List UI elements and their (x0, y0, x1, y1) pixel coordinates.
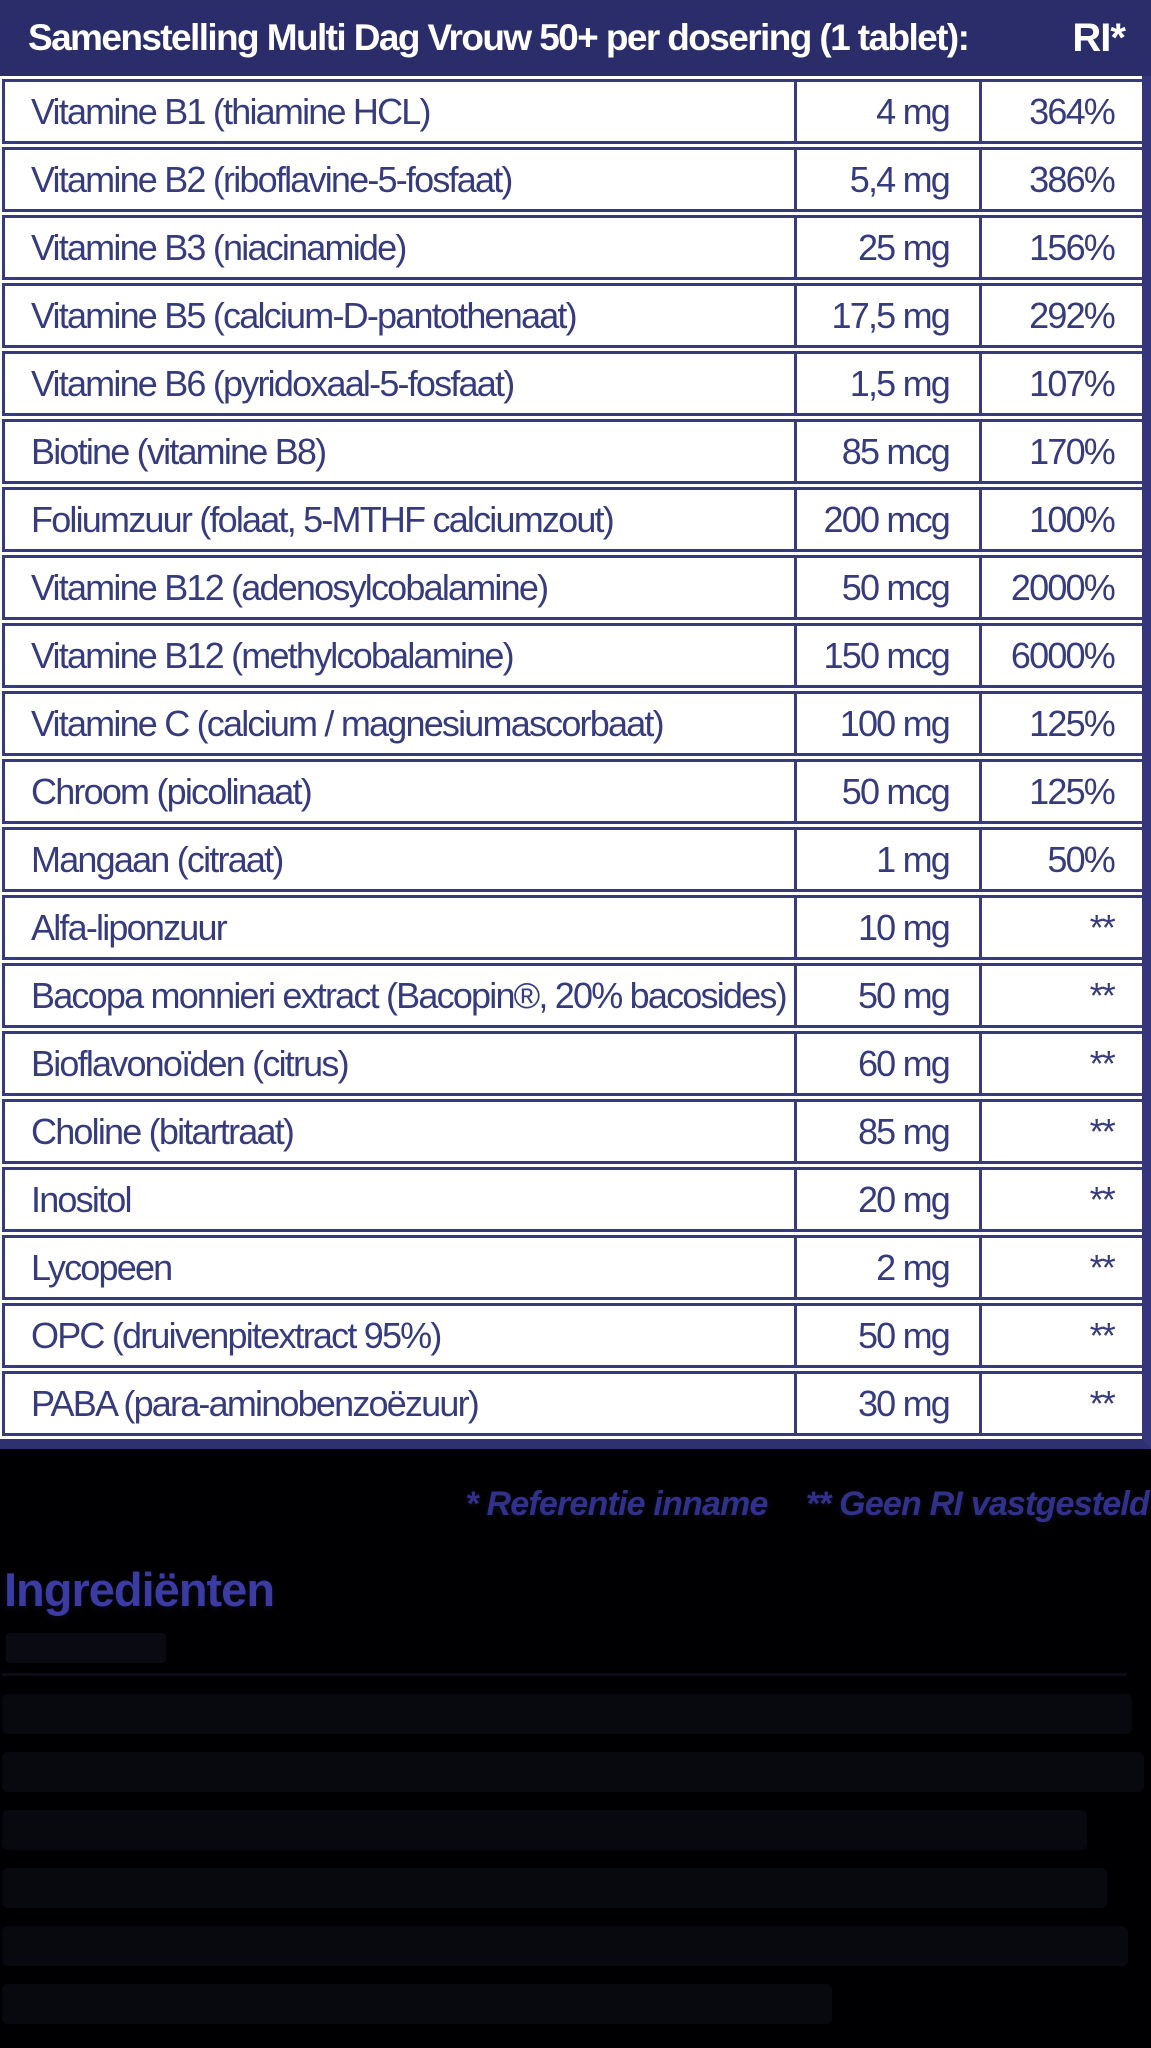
ri-percent-cell: 125% (979, 694, 1142, 753)
footnote-no-ri: ** Geen RI vastgesteld (805, 1485, 1149, 1523)
amount-cell: 20 mg (794, 1170, 979, 1229)
table-row (2, 419, 1142, 484)
table-row (2, 1371, 1142, 1436)
ingredient-name-cell: Vitamine B12 (adenosylcobalamine) (31, 566, 548, 608)
ingredient-name-cell: Alfa-liponzuur (31, 906, 226, 948)
amount-cell: 2 mg (794, 1238, 979, 1297)
table-row (2, 827, 1142, 892)
amount-cell: 50 mcg (794, 558, 979, 617)
composition-table (0, 76, 1151, 1449)
amount-cell: 200 mcg (794, 490, 979, 549)
ri-percent-cell: 170% (979, 422, 1142, 481)
amount-cell: 5,4 mg (794, 150, 979, 209)
ingredient-name-cell: Inositol (31, 1178, 131, 1220)
table-row (2, 1099, 1142, 1164)
table-row (2, 623, 1142, 688)
table-row (2, 351, 1142, 416)
amount-cell: 60 mg (794, 1034, 979, 1093)
amount-cell: 1 mg (794, 830, 979, 889)
amount-cell: 25 mg (794, 218, 979, 277)
table-row (2, 215, 1142, 280)
obscured-text-line (2, 1810, 1087, 1850)
obscured-paragraph (0, 1633, 1151, 2024)
ri-percent-cell: 2000% (979, 558, 1142, 617)
table-row (2, 487, 1142, 552)
ri-percent-cell: 50% (979, 830, 1142, 889)
table-row (2, 895, 1142, 960)
ingredient-name-cell: Vitamine B5 (calcium-D-pantothenaat) (31, 294, 576, 336)
amount-cell: 30 mg (794, 1374, 979, 1433)
table-row (2, 1167, 1142, 1232)
ri-column-header: RI* (1072, 15, 1125, 60)
ingredient-name-cell: Lycopeen (31, 1246, 172, 1288)
ri-percent-cell: ** (979, 1102, 1142, 1161)
obscured-text-line (2, 1926, 1128, 1966)
table-row (2, 147, 1142, 212)
table-row (2, 1031, 1142, 1096)
amount-cell: 50 mg (794, 1306, 979, 1365)
obscured-text-line (2, 1752, 1144, 1792)
ri-percent-cell: ** (979, 1306, 1142, 1365)
table-row (2, 1235, 1142, 1300)
ingredient-name-cell: Bioflavonoïden (citrus) (31, 1042, 348, 1084)
table-row (2, 555, 1142, 620)
ingredient-name-cell: Vitamine B2 (riboflavine-5-fosfaat) (31, 158, 512, 200)
amount-cell: 85 mcg (794, 422, 979, 481)
obscured-text-line (2, 1984, 832, 2024)
table-rows (2, 79, 1142, 1436)
ingredient-name-cell: OPC (druivenpitextract 95%) (31, 1314, 441, 1356)
amount-cell: 17,5 mg (794, 286, 979, 345)
table-title: Samenstelling Multi Dag Vrouw 50+ per dosering (1 tablet): (28, 17, 969, 58)
amount-cell: 50 mg (794, 966, 979, 1025)
amount-cell: 50 mcg (794, 762, 979, 821)
amount-cell: 1,5 mg (794, 354, 979, 413)
footnote-reference-intake: * Referentie inname (465, 1485, 768, 1523)
amount-cell: 150 mcg (794, 626, 979, 685)
obscured-text-line (2, 1694, 1132, 1734)
ingredient-name-cell: Chroom (picolinaat) (31, 770, 311, 812)
amount-cell: 4 mg (794, 82, 979, 141)
table-row (2, 283, 1142, 348)
ingredient-name-cell: Bacopa monnieri extract (Bacopin®, 20% bacosides) (31, 974, 786, 1016)
ri-percent-cell: ** (979, 1170, 1142, 1229)
ingredient-name-cell: Vitamine C (calcium / magnesiumascorbaat) (31, 702, 663, 744)
obscured-text-line (6, 1633, 166, 1663)
ingredient-name-cell: Vitamine B12 (methylcobalamine) (31, 634, 513, 676)
amount-cell: 100 mg (794, 694, 979, 753)
ingredients-heading: Ingrediënten (4, 1563, 275, 1616)
ri-percent-cell: 386% (979, 150, 1142, 209)
ingredient-name-cell: Foliumzuur (folaat, 5-MTHF calciumzout) (31, 498, 613, 540)
obscured-text-line (2, 1868, 1107, 1908)
ri-percent-cell: ** (979, 1238, 1142, 1297)
ri-percent-cell: 100% (979, 490, 1142, 549)
ingredient-name-cell: Mangaan (citraat) (31, 838, 283, 880)
table-row (2, 691, 1142, 756)
amount-cell: 85 mg (794, 1102, 979, 1161)
ri-percent-cell: 364% (979, 82, 1142, 141)
obscured-divider (2, 1673, 1127, 1676)
table-row (2, 79, 1142, 144)
ri-percent-cell: ** (979, 898, 1142, 957)
ri-percent-cell: ** (979, 1034, 1142, 1093)
table-row (2, 1303, 1142, 1368)
ingredient-name-cell: Choline (bitartraat) (31, 1110, 294, 1152)
ri-percent-cell: 6000% (979, 626, 1142, 685)
ri-percent-cell: 292% (979, 286, 1142, 345)
ri-percent-cell: ** (979, 966, 1142, 1025)
table-row (2, 963, 1142, 1028)
footnote (0, 1485, 1151, 1524)
ingredient-name-cell: PABA (para-aminobenzoëzuur) (31, 1382, 478, 1424)
amount-cell: 10 mg (794, 898, 979, 957)
ingredient-name-cell: Vitamine B6 (pyridoxaal-5-fosfaat) (31, 362, 514, 404)
ingredient-name-cell: Vitamine B1 (thiamine HCL) (31, 90, 430, 132)
ri-percent-cell: 156% (979, 218, 1142, 277)
table-row (2, 759, 1142, 824)
ingredient-name-cell: Biotine (vitamine B8) (31, 430, 326, 472)
ri-percent-cell: 125% (979, 762, 1142, 821)
ri-percent-cell: ** (979, 1374, 1142, 1433)
ingredient-name-cell: Vitamine B3 (niacinamide) (31, 226, 406, 268)
table-header-bar (0, 0, 1151, 76)
ri-percent-cell: 107% (979, 354, 1142, 413)
